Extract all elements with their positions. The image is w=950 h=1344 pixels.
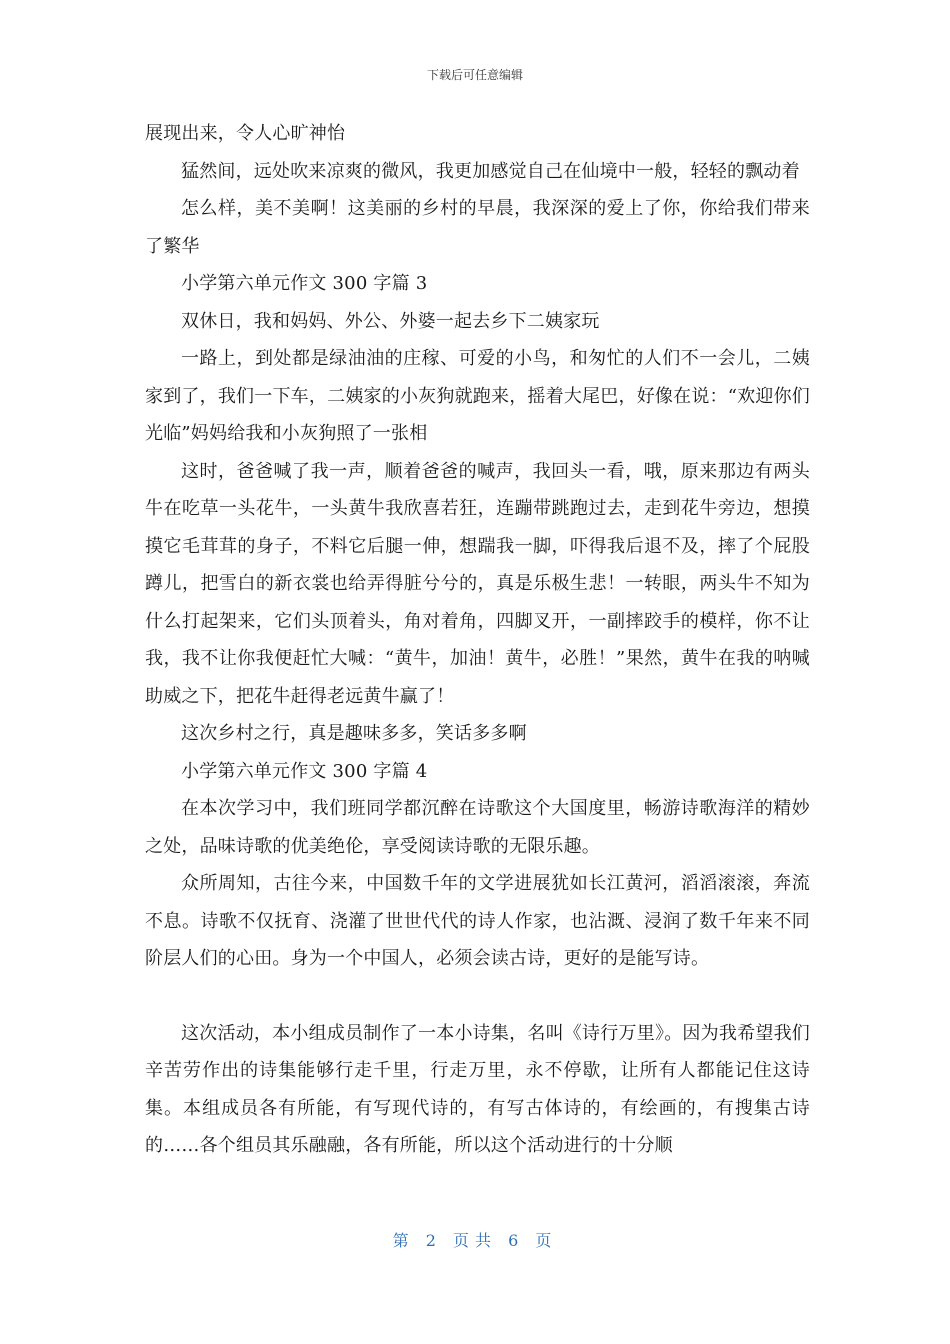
paragraph: 这次乡村之行，真是趣味多多，笑话多多啊: [181, 723, 527, 744]
paragraph: 猛然间，远处吹来凉爽的微风，我更加感觉自己在仙境中一般，轻轻的飘动着: [181, 160, 800, 182]
document-body: [145, 115, 810, 1165]
page-footer-number: 第 2 页共 6 页: [392, 1231, 558, 1250]
paragraph: 众所周知，古往今来，中国数千年的文学进展犹如长江黄河，滔滔滚滚，奔流不息。诗歌不仅抚育、浇灌了世世代代的诗人作家，也沾溉、浸润了数千年来不同阶层人们的心田。身为一个中国人，必须会读古诗，更好的是能写诗。: [145, 873, 810, 969]
paragraph: 展现出来，令人心旷神怡: [145, 123, 346, 144]
paragraph: 怎么样，美不美啊！这美丽的乡村的早晨，我深深的爱上了你，你给我们带来了繁华: [145, 198, 810, 257]
section-heading: 小学第六单元作文 300 字篇 4: [181, 760, 428, 782]
paragraph: 在本次学习中，我们班同学都沉醉在诗歌这个大国度里，畅游诗歌海洋的精妙之处，品味诗歌的优美绝伦，享受阅读诗歌的无限乐趣。: [145, 798, 810, 857]
paragraph: 一路上，到处都是绿油油的庄稼、可爱的小鸟，和匆忙的人们不一会儿，二姨家到了，我们一下车，二姨家的小灰狗就跑来，摇着大尾巴，好像在说：“欢迎你们光临”妈妈给我和小灰狗照了一张相: [145, 348, 810, 444]
paragraph: 这次活动，本小组成员制作了一本小诗集，名叫《诗行万里》。因为我希望我们辛苦劳作出的诗集能够行走千里，行走万里，永不停歇，让所有人都能记住这诗集。本组成员各有所能，有写现代诗的，有写古体诗的，有绘画的，有搜集古诗的……各个组员其乐融融，各有所能，所以这个活动进行的十分顺: [145, 1022, 810, 1156]
paragraph: 这时，爸爸喊了我一声，顺着爸爸的喊声，我回头一看，哦，原来那边有两头牛在吃草一头花牛，一头黄牛我欣喜若狂，连蹦带跳跑过去，走到花牛旁边，想摸摸它毛茸茸的身子，不料它后腿一伸，想踹我一脚，吓得我后退不及，摔了个屁股蹲儿，把雪白的新衣裳也给弄得脏兮兮的，真是乐极生悲！一转眼，两头牛不知为什么打起架来，它们头顶着头，角对着角，四脚叉开，一副摔跤手的模样，你不让我，我不让你我便赶忙大喊：“黄牛，加油！黄牛，必胜！”果然，黄牛在我的呐喊助威之下，把花牛赶得老远黄牛赢了！: [145, 460, 810, 707]
page-header-note: 下载后可任意编辑: [426, 68, 523, 82]
paragraph-gap: [145, 978, 810, 1015]
paragraph: 双休日，我和妈妈、外公、外婆一起去乡下二姨家玩: [181, 310, 600, 332]
section-heading: 小学第六单元作文 300 字篇 3: [181, 273, 428, 294]
